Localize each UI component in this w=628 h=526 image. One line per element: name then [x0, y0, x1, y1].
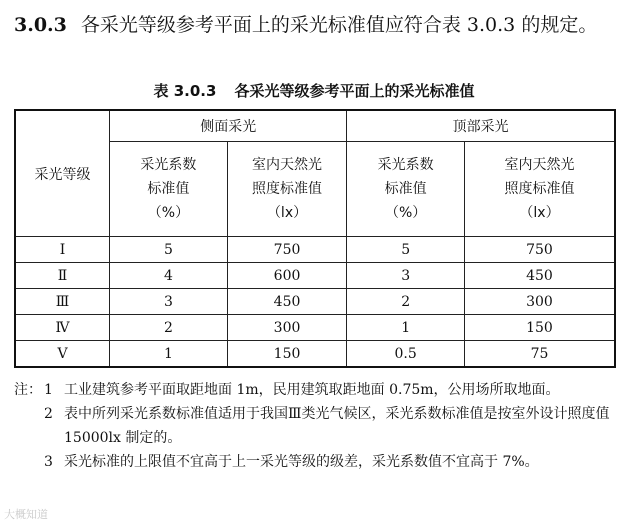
level-cell: Ⅲ: [15, 289, 110, 315]
level-cell: Ⅱ: [15, 263, 110, 289]
note-text: 采光标准的上限值不宜高于上一采光等级的级差，采光系数值不宜高于 7%。: [64, 454, 539, 470]
clause-paragraph: [14, 8, 614, 42]
note-item: [14, 378, 614, 402]
note-item: [14, 450, 614, 474]
table-cell: 600: [227, 263, 347, 289]
clause-number: 3.0.3: [14, 14, 67, 36]
daylight-standard-table: [14, 109, 616, 368]
note-number: 1: [44, 382, 53, 398]
table-cell: 300: [227, 315, 347, 341]
table-cell: 300: [464, 289, 615, 315]
note-item: [14, 402, 614, 450]
table-cell: 750: [464, 237, 615, 263]
table-cell: 150: [227, 341, 347, 368]
column-header: 室内天然光 照度标准值 （lx）: [227, 142, 347, 237]
level-cell: Ⅰ: [15, 237, 110, 263]
note-text: 工业建筑参考平面取距地面 1m，民用建筑取距地面 0.75m，公用场所取地面。: [64, 382, 560, 398]
table-row: [15, 315, 615, 341]
table-cell: 450: [464, 263, 615, 289]
table-cell: 75: [464, 341, 615, 368]
table-caption-title: 各采光等级参考平面上的采光标准值: [234, 82, 475, 100]
group-header-side: 侧面采光: [110, 110, 347, 142]
note-text: 表中所列采光系数标准值适用于我国Ⅲ类光气候区，采光系数标准值是按室外设计照度值 15000lx 制定的。: [64, 406, 610, 446]
table-row: [15, 341, 615, 368]
clause-text: 各采光等级参考平面上的采光标准值应符合表 3.0.3 的规定。: [80, 14, 598, 36]
table-cell: 750: [227, 237, 347, 263]
table-cell: 450: [227, 289, 347, 315]
table-caption: [0, 80, 628, 101]
table-cell: 0.5: [347, 341, 465, 368]
column-header: 采光系数 标准值 （%）: [347, 142, 465, 237]
level-cell: Ⅳ: [15, 315, 110, 341]
table-cell: 3: [110, 289, 228, 315]
notes-prefix: 注：: [14, 382, 42, 398]
row-header-cell: 采光等级: [15, 110, 110, 237]
column-header: 采光系数 标准值 （%）: [110, 142, 228, 237]
table-cell: 1: [347, 315, 465, 341]
column-header: 室内天然光 照度标准值 （lx）: [464, 142, 615, 237]
table-caption-number: 表 3.0.3: [153, 82, 217, 100]
table-cell: 3: [347, 263, 465, 289]
table-row: [15, 263, 615, 289]
watermark: 大概知道: [4, 508, 48, 521]
table-row: [15, 237, 615, 263]
table-cell: 150: [464, 315, 615, 341]
table-cell: 2: [110, 315, 228, 341]
group-header-top: 顶部采光: [347, 110, 615, 142]
table-row: [15, 289, 615, 315]
note-number: 3: [44, 454, 53, 470]
table-cell: 4: [110, 263, 228, 289]
table-notes: [14, 378, 614, 474]
table-cell: 5: [347, 237, 465, 263]
note-number: 2: [44, 406, 53, 422]
table-cell: 5: [110, 237, 228, 263]
table-cell: 1: [110, 341, 228, 368]
table-cell: 2: [347, 289, 465, 315]
level-cell: Ⅴ: [15, 341, 110, 368]
